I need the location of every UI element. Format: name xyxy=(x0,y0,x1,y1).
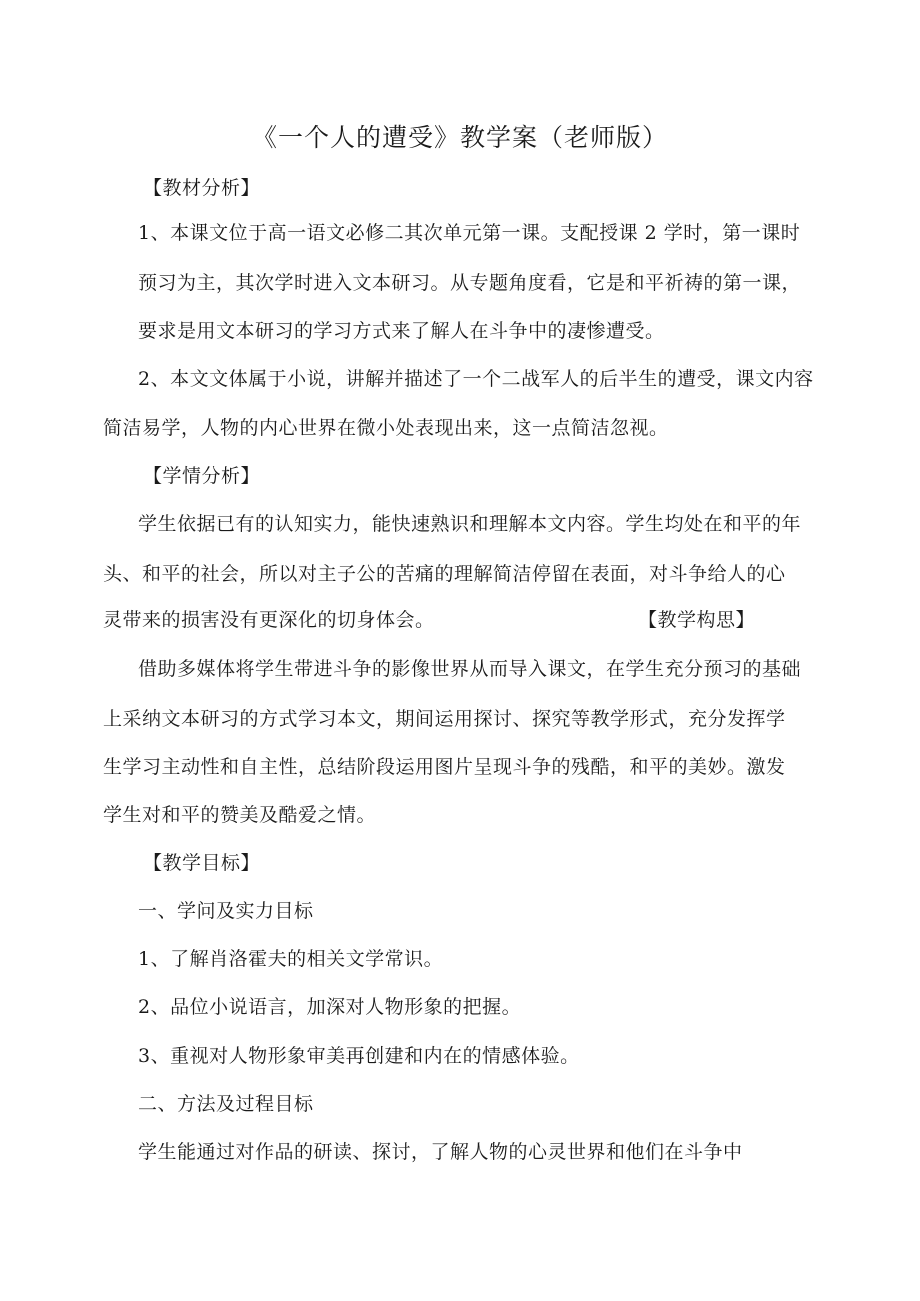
paragraph-line: 学生依据已有的认知实力，能快速熟识和理解本文内容。学生均处在和平的年 xyxy=(138,513,802,535)
paragraph-line: 头、和平的社会，所以对主子公的苦痛的理解简洁停留在表面，对斗争给人的心 xyxy=(103,563,786,585)
section-heading-student-analysis: 【学情分析】 xyxy=(143,465,261,487)
paragraph-line: 借助多媒体将学生带进斗争的影像世界从而导入课文，在学生充分预习的基础 xyxy=(138,658,802,680)
section-heading-teaching-concept: 【教学构思】 xyxy=(638,609,756,631)
paragraph-line: 生学习主动性和自主性，总结阶段运用图片呈现斗争的残酷，和平的美妙。激发 xyxy=(103,756,786,778)
paragraph-line: 学生对和平的赞美及酷爱之情。 xyxy=(103,804,377,826)
paragraph-line: 2、本文文体属于小说，讲解并描述了一个二战军人的后半生的遭受，课文内容 xyxy=(138,368,814,390)
paragraph-line: 要求是用文本研习的学习方式来了解人在斗争中的凄惨遭受。 xyxy=(138,320,665,342)
paragraph-line: 1、本课文位于高一语文必修二其次单元第一课。支配授课 2 学时，第一课时 xyxy=(138,222,801,244)
list-item: 1、了解肖洛霍夫的相关文学常识。 xyxy=(138,948,444,970)
document-title: 《一个人的遭受》教学案（老师版） xyxy=(251,123,668,152)
subheading: 二、方法及过程目标 xyxy=(138,1093,314,1115)
section-heading-textbook-analysis: 【教材分析】 xyxy=(143,177,261,199)
paragraph-line: 预习为主，其次学时进入文本研习。从专题角度看，它是和平祈祷的第一课， xyxy=(138,272,802,294)
paragraph-line: 灵带来的损害没有更深化的切身体会。 xyxy=(103,609,435,631)
subheading: 一、学问及实力目标 xyxy=(138,900,314,922)
paragraph-line: 简洁易学，人物的内心世界在微小处表现出来，这一点简洁忽视。 xyxy=(103,417,669,439)
paragraph-line: 上采纳文本研习的方式学习本文，期间运用探讨、探究等教学形式，充分发挥学 xyxy=(103,708,786,730)
list-item: 3、重视对人物形象审美再创建和内在的情感体验。 xyxy=(138,1045,580,1067)
paragraph-line: 学生能通过对作品的研读、探讨，了解人物的心灵世界和他们在斗争中 xyxy=(138,1141,743,1163)
section-heading-teaching-goals: 【教学目标】 xyxy=(143,852,261,874)
list-item: 2、品位小说语言，加深对人物形象的把握。 xyxy=(138,996,522,1018)
